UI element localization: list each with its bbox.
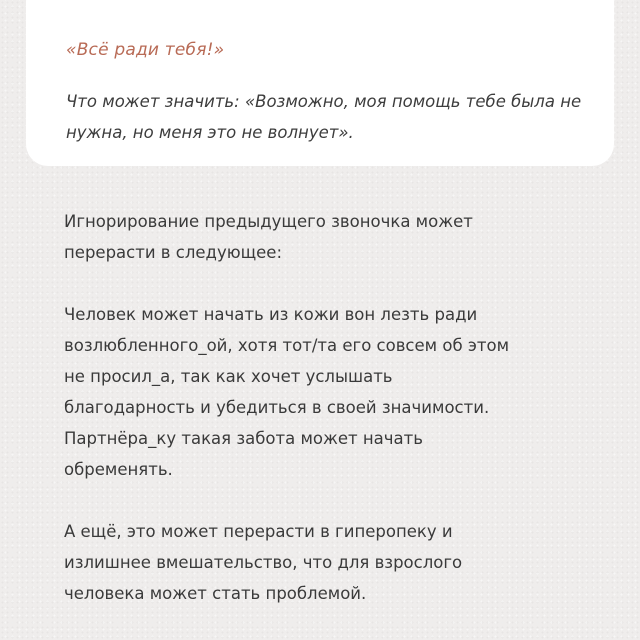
paragraph-3: А ещё, это может перерасти в гиперопеку и излишнее вмешательство, что для взрослого человека может стать проблемой. bbox=[64, 522, 463, 603]
quote-card bbox=[26, 0, 614, 166]
card-title: «Всё ради тебя!» bbox=[66, 40, 225, 60]
paragraph-2: Человек может начать из кожи вон лезть ради возлюбленного_ой, хотя тот/та его совсем об этом не просил_а, так как хочет услышать благодарность и убедиться в своей значимости. Партнёра_ку такая забота может начать обременять. bbox=[64, 305, 510, 479]
body-text bbox=[64, 206, 624, 609]
card-text: Что может значить: «Возможно, моя помощь тебе была не нужна, но меня это не волнует». bbox=[66, 92, 582, 142]
paragraph-1: Игнорирование предыдущего звоночка может перерасти в следующее: bbox=[64, 212, 473, 262]
